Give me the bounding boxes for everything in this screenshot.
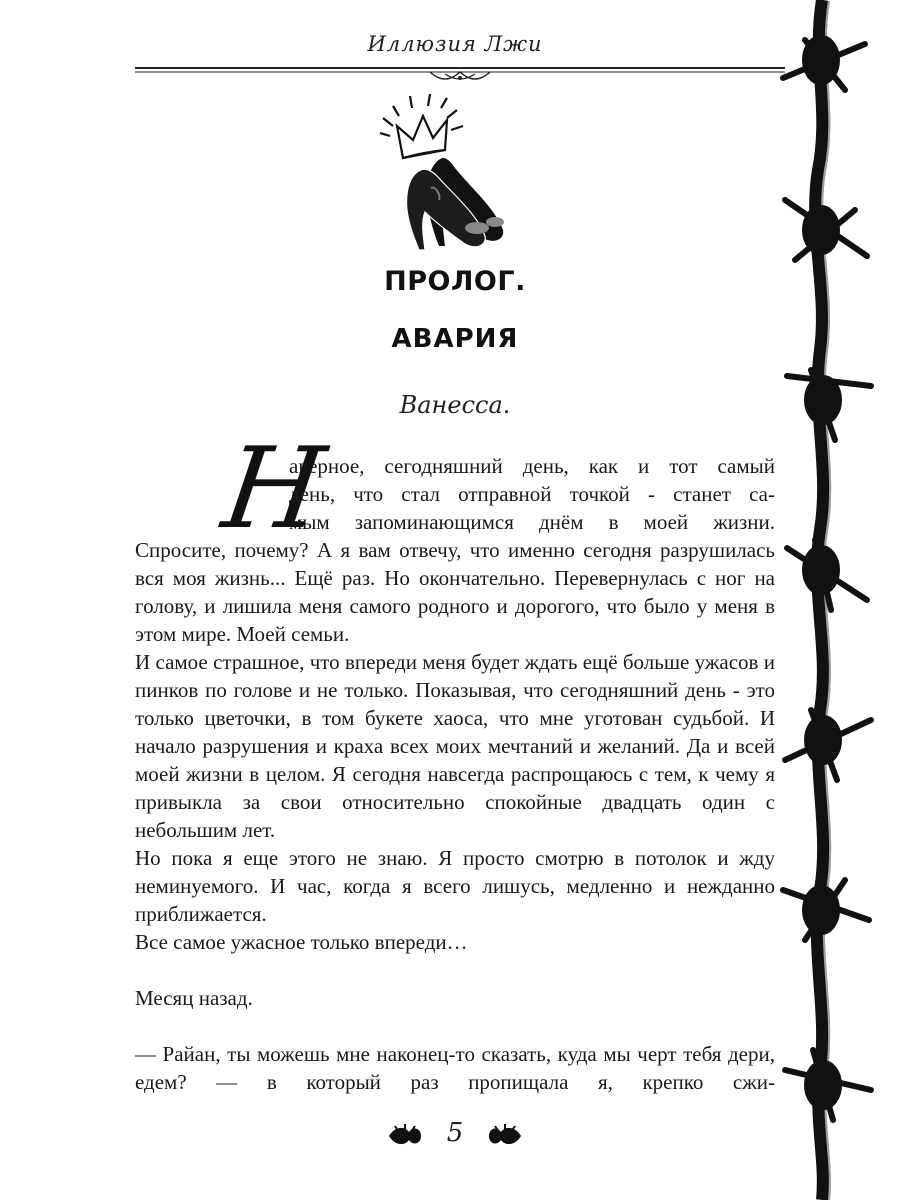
paragraph: Спросите, почему? А я вам отвечу, что именно сегодня разрушилась вся моя жизнь... Ещё раз. Но окончательно. Перевернулась с ног на голову, и лишила меня самого родного и дорогого, что было у меня в этом мире. Моей семьи. [135, 538, 775, 646]
barb-knot [785, 200, 867, 260]
barb-knot [785, 710, 871, 780]
paragraph: И самое страшное, что впереди меня будет ждать ещё больше ужасов и пинков по голове и не только. Показывая, что сегодняшний день - это только цветочки, в том букете хаоса, что мне уготован судьбой. И начало разрушения и краха всех моих мечтаний и желаний. Да и всей моей жизни в целом. Я сегодня навсегда распрощаюсь с тем, к чему я привыкла за свои относительно спокойные двадцать один с небольшим лет. [135, 650, 775, 842]
paragraph-line: день, что стал отправной точкой - станет са- [289, 482, 775, 506]
pov-character-name: Ванесса. [399, 391, 511, 419]
drop-cap-letter: Н [215, 424, 332, 554]
running-header-title: Иллюзия Лжи [367, 32, 543, 56]
crown-icon [380, 94, 463, 158]
paragraph: Все самое ужасное только впереди… [135, 930, 468, 954]
barb-knot [787, 370, 871, 440]
right-ornament-icon [485, 1122, 525, 1150]
page-number: 5 [446, 1118, 464, 1148]
crown-and-heels-illustration [375, 88, 515, 258]
body-text [135, 536, 775, 1096]
barb-knot [787, 540, 867, 610]
paragraph: Но пока я еще этого не знаю. Я просто смотрю в потолок и жду неминуемого. И час, когда я всего лишусь, медленно и нежданно приближается. [135, 846, 775, 926]
chapter-title: ПРОЛОГ. [384, 266, 526, 297]
high-heels-icon [407, 158, 504, 250]
paragraph-line: аверное, сегодняшний день, как и тот самый [289, 454, 775, 478]
paragraph: Месяц назад. [135, 986, 253, 1010]
header-ornament-divider [130, 58, 790, 86]
barbed-wire-border [775, 0, 900, 1200]
barb-knot [783, 38, 865, 90]
chapter-subtitle: АВАРИЯ [391, 324, 519, 354]
paragraph-line: мым запоминающимся днём в моей жизни. [289, 510, 775, 534]
barb-knot [783, 880, 869, 940]
paragraph: — Райан, ты можешь мне наконец-то сказать, куда мы черт тебя дери, едем? — в который раз пропищала я, крепко сжи- [135, 1042, 775, 1094]
dropcap-paragraph-lines [289, 452, 775, 536]
page-footer [385, 1118, 525, 1152]
